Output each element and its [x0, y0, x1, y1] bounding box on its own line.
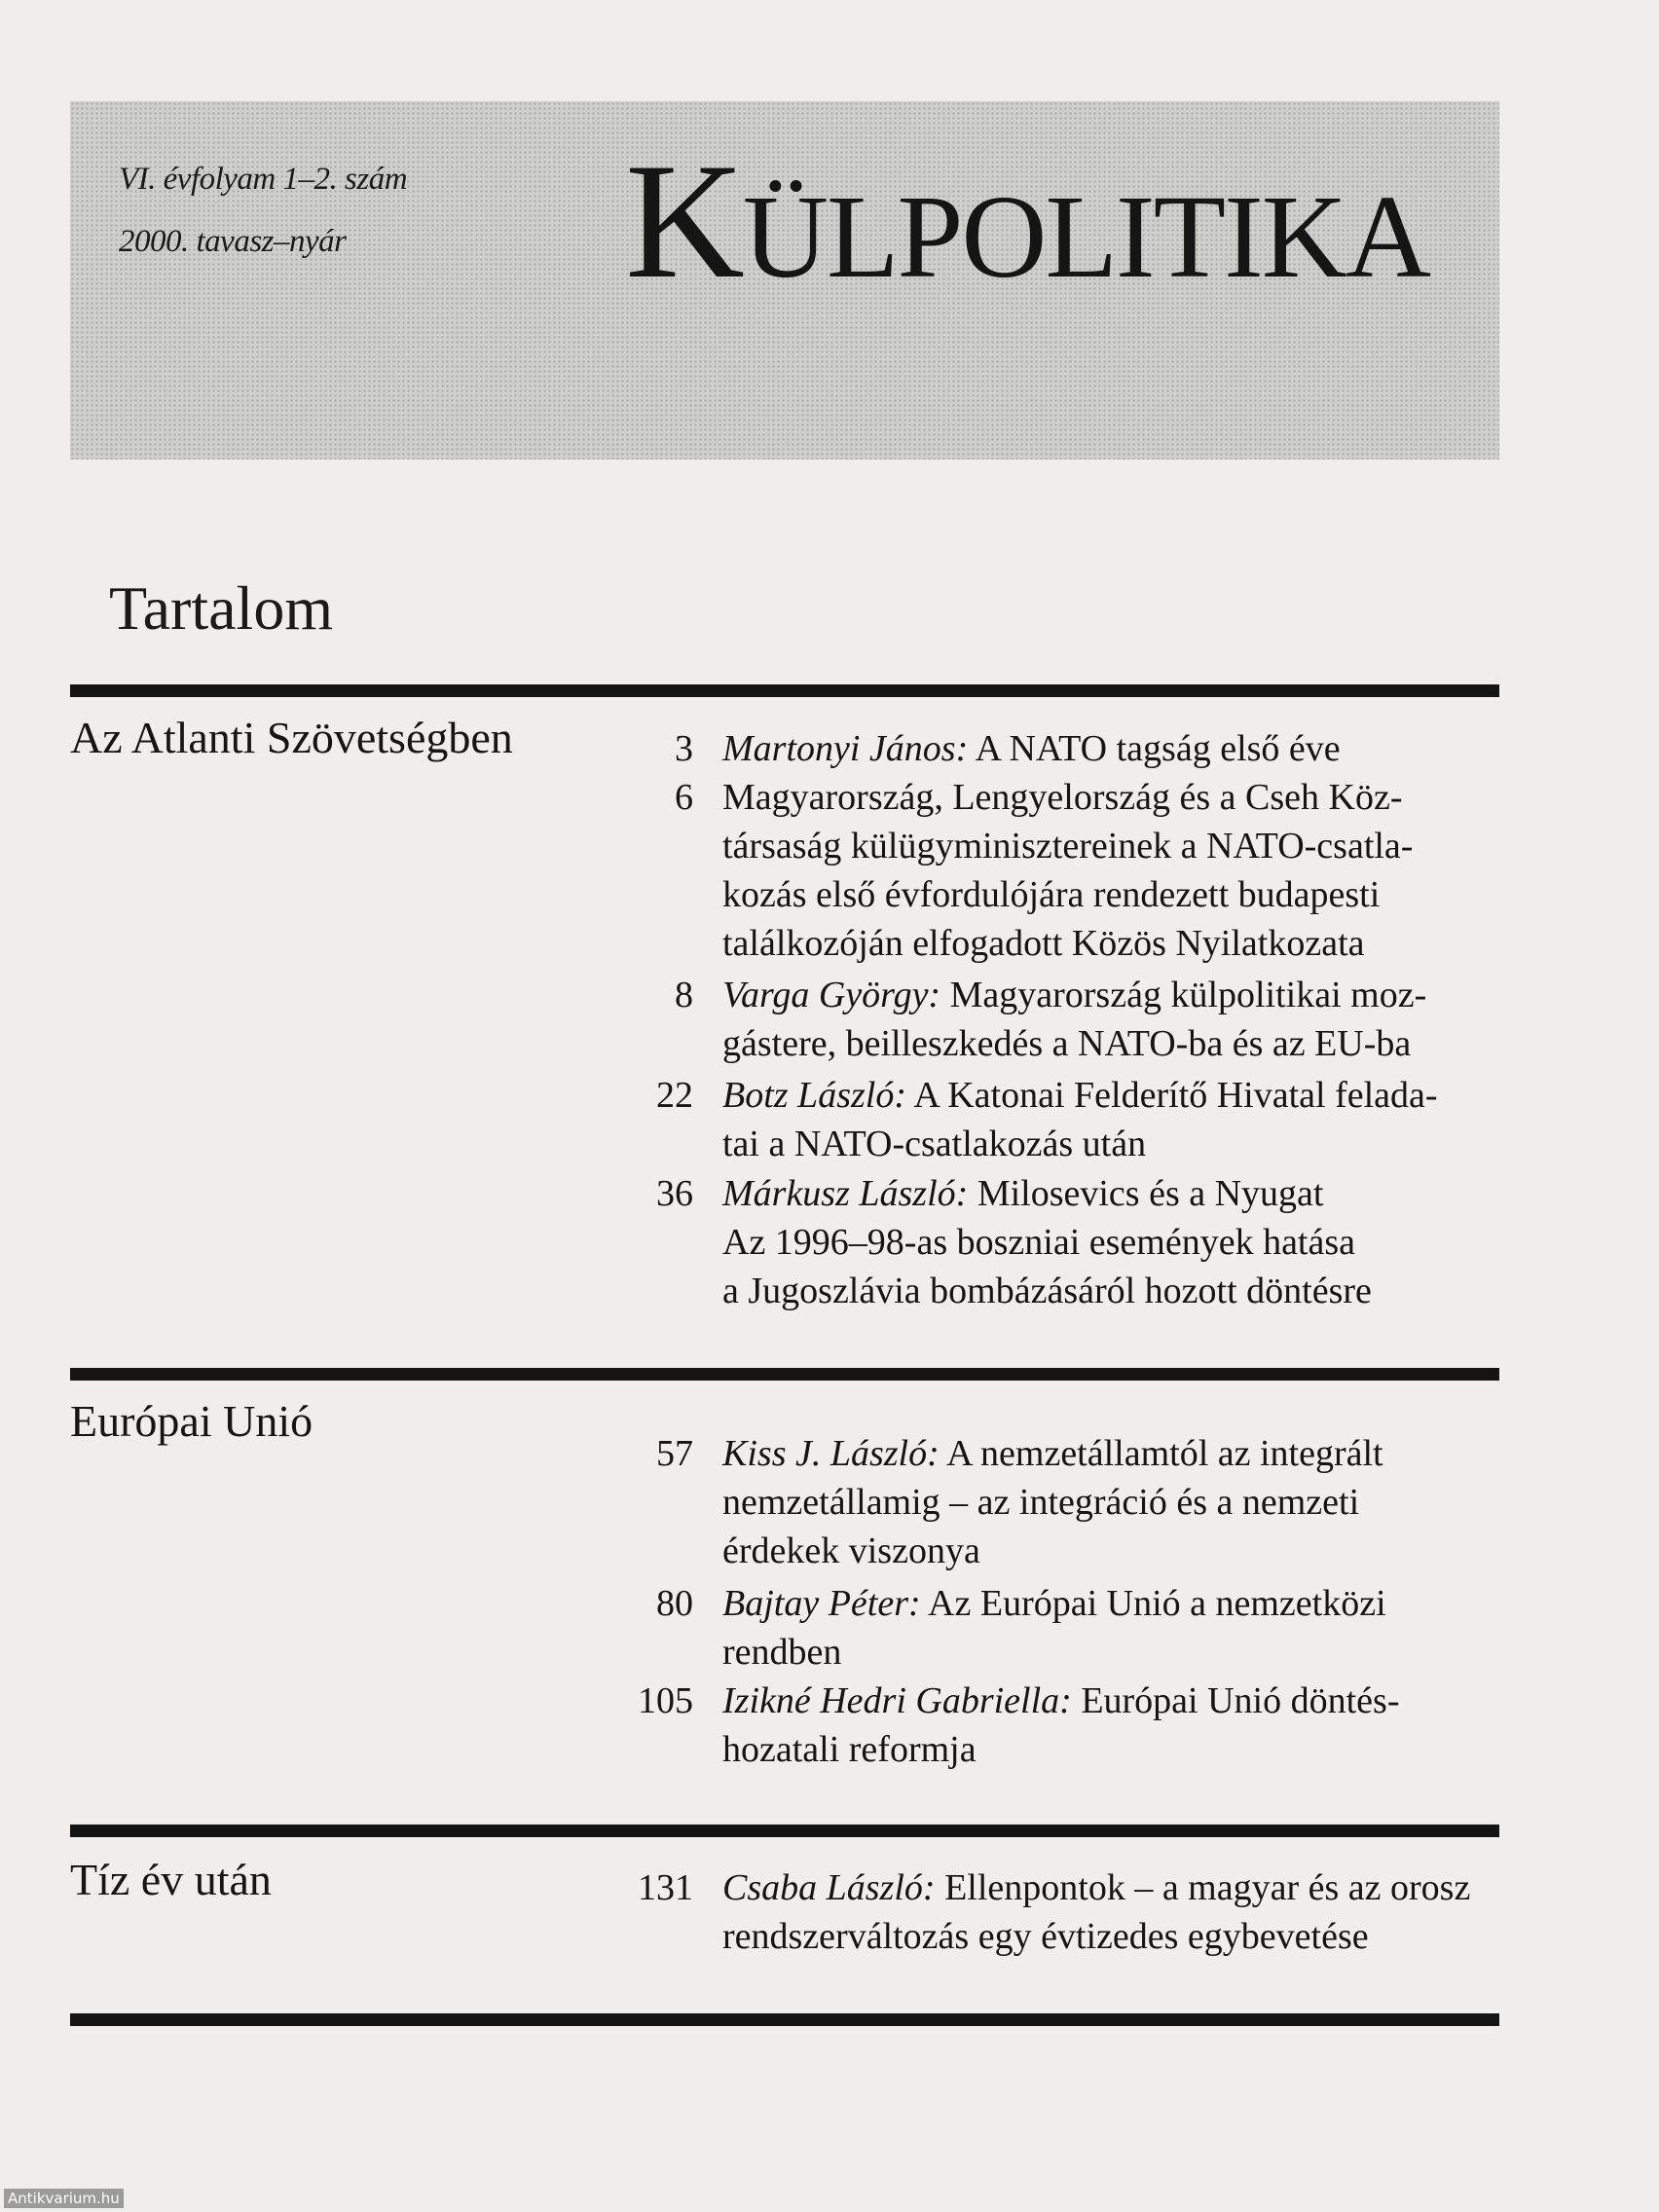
section-divider: [70, 1368, 1499, 1381]
entry-author: Csaba László:: [722, 1867, 936, 1908]
page-number: 22: [656, 1075, 693, 1116]
page-number: 80: [656, 1583, 693, 1624]
entry-author: Varga György:: [722, 975, 941, 1015]
journal-title: [625, 129, 1429, 313]
entry-line: Milosevics és a Nyugat: [968, 1173, 1324, 1214]
entry-line: A Katonai Felderítő Hivatal felada-: [905, 1075, 1438, 1116]
entry-line: gástere, beilleszkedés a NATO-ba és az EU-ba: [722, 1023, 1412, 1064]
entry-line: Magyarország, Lengyelország és a Cseh Köz-: [722, 777, 1403, 818]
entry-author: Kiss J. László:: [722, 1433, 940, 1474]
section-title: Az Atlanti Szövetségben: [70, 713, 513, 762]
page-number: 105: [638, 1680, 693, 1721]
section-divider: [70, 1825, 1499, 1837]
entry-author: Izikné Hedri Gabriella:: [722, 1680, 1072, 1721]
page-number: 3: [675, 728, 693, 769]
entry-line: találkozóján elfogadott Közös Nyilatkozata: [722, 923, 1365, 964]
watermark: Antikvarium.hu: [4, 2189, 124, 2208]
journal-title-initial: K: [625, 129, 743, 313]
entry-line: nemzetállamig – az integráció és a nemzeti: [722, 1482, 1360, 1523]
toc-heading: Tartalom: [109, 573, 334, 643]
entry-line: rendszerváltozás egy évtizedes egybevetése: [722, 1916, 1369, 1957]
section-title: Tíz év után: [70, 1855, 272, 1904]
masthead: [70, 101, 1499, 460]
entry-text: [722, 1169, 1501, 1315]
entry-author: Martonyi János:: [722, 728, 969, 769]
entry-line: a Jugoszlávia bombázásáról hozott döntésre: [722, 1271, 1372, 1311]
entry-line: Ellenpontok – a magyar és az orosz: [935, 1867, 1471, 1908]
entry-line: Az Európai Unió a nemzetközi: [920, 1583, 1386, 1624]
entry-line: hozatali reformja: [722, 1729, 977, 1770]
entry-author: Márkusz László:: [722, 1173, 969, 1214]
entry-text: [722, 1677, 1501, 1774]
entry-text: [722, 1071, 1501, 1168]
entry-line: tai a NATO-csatlakozás után: [722, 1124, 1147, 1164]
entry-line: rendben: [722, 1632, 842, 1673]
page-number: 36: [656, 1173, 693, 1214]
entry-author: Bajtay Péter:: [722, 1583, 921, 1624]
page-number: 6: [675, 777, 693, 818]
page-number: 8: [675, 975, 693, 1015]
entry-author: Botz László:: [722, 1075, 906, 1116]
entry-text: [722, 1579, 1501, 1677]
volume-label: VI. évfolyam 1–2. szám: [119, 162, 408, 197]
section-divider: [70, 684, 1499, 697]
journal-title-rest: ÜLPOLITIKA: [742, 171, 1429, 303]
entry-text: [722, 1429, 1501, 1575]
section-title: Európai Unió: [70, 1396, 313, 1446]
entry-text: [722, 971, 1501, 1068]
entry-line: kozás első évfordulójára rendezett budapesti: [722, 874, 1381, 915]
entry-line: érdekek viszonya: [722, 1530, 980, 1571]
entry-text: [722, 1863, 1501, 1961]
entry-line: A nemzetállamtól az integrált: [939, 1433, 1383, 1474]
entry-line: Az 1996–98-as boszniai események hatása: [722, 1222, 1356, 1263]
page-number: 57: [656, 1433, 693, 1474]
page-number: 131: [638, 1867, 693, 1908]
season-label: 2000. tavasz–nyár: [119, 224, 347, 259]
entry-line: A NATO tagság első éve: [968, 728, 1341, 769]
section-divider: [70, 2013, 1499, 2026]
entry-line: Magyarország külpolitikai moz-: [940, 975, 1427, 1015]
entry-text: [722, 724, 1501, 773]
entry-text: [722, 773, 1501, 968]
entry-line: társaság külügyminisztereinek a NATO-csatla-: [722, 826, 1414, 866]
entry-line: Európai Unió döntés-: [1071, 1680, 1400, 1721]
